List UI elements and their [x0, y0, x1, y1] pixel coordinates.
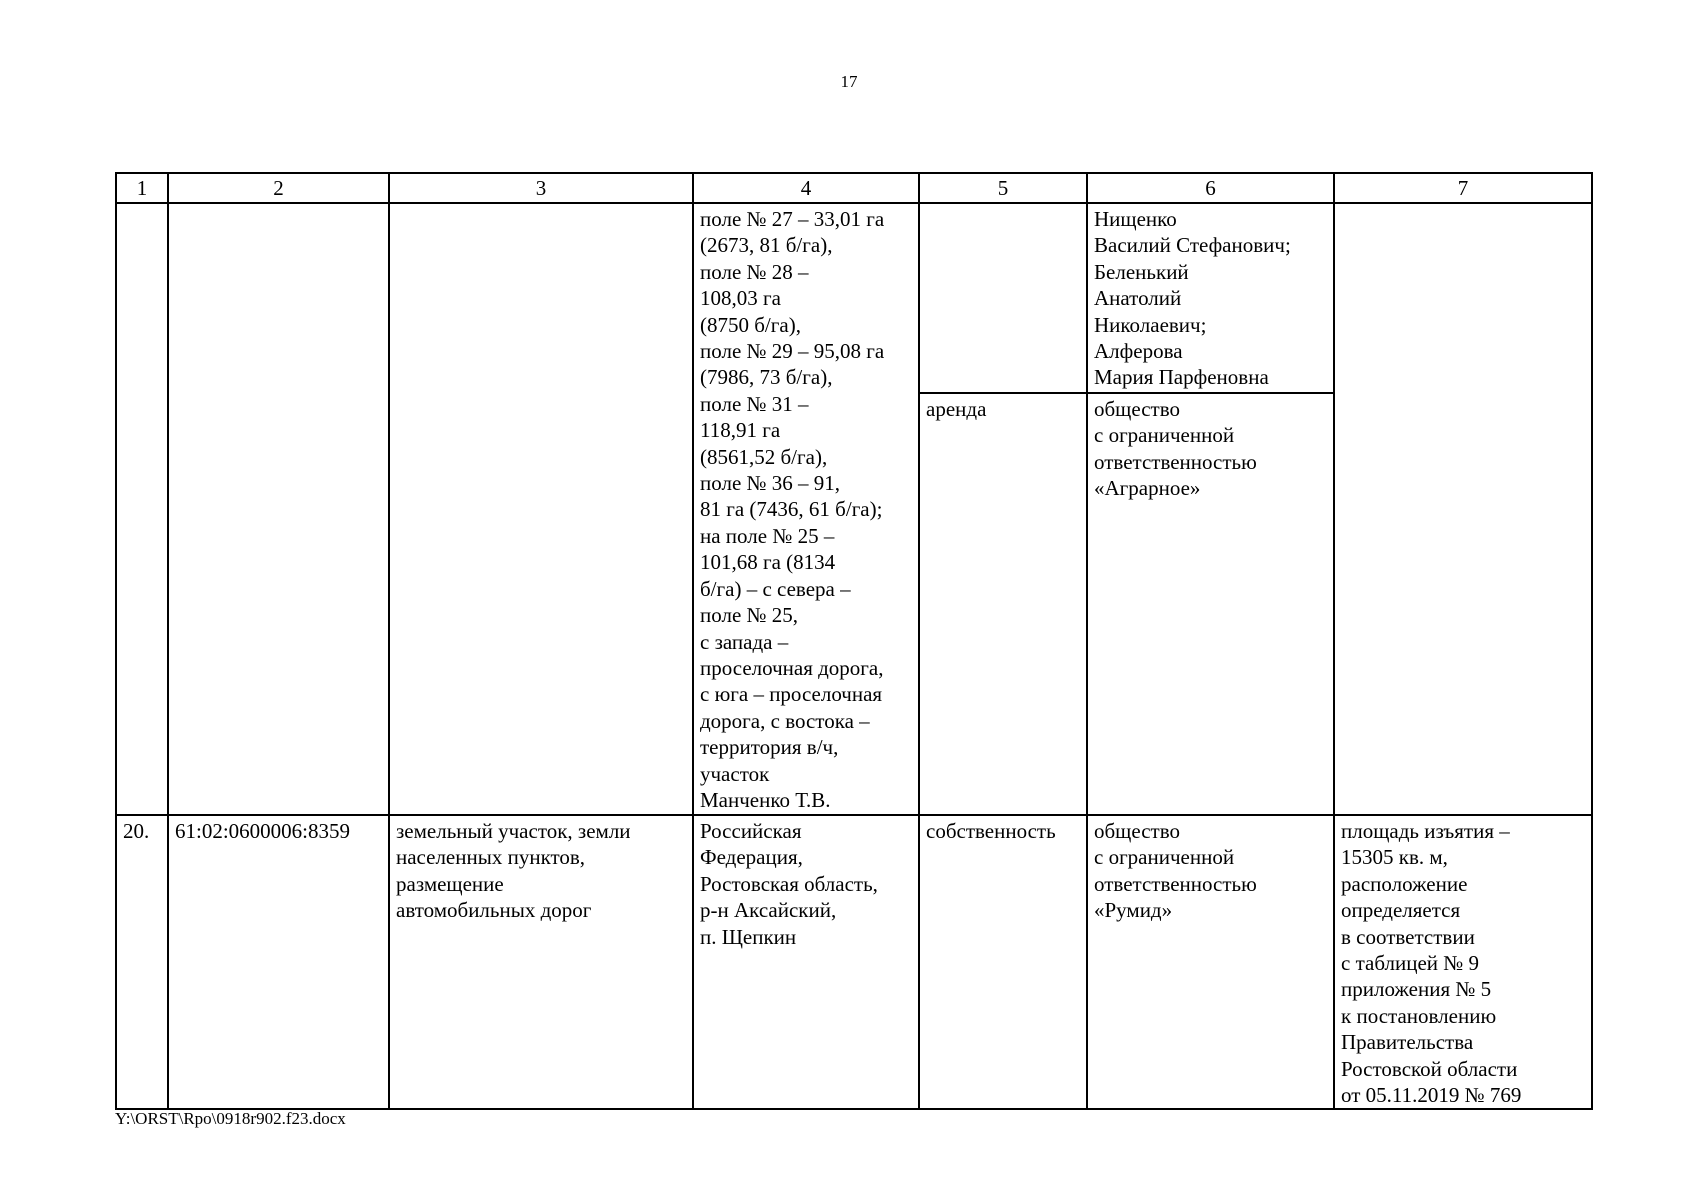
header-cell: 7 [1334, 173, 1592, 203]
cell-owners: Нищенко Василий Стефанович; Беленький Анатолий Николаевич; Алферова Мария Парфеновна [1087, 203, 1334, 393]
cell-num-empty [116, 203, 168, 815]
cell-location: Российская Федерация, Ростовская область, р-н Аксайский, п. Щепкин [693, 815, 919, 1109]
cell-description-empty [389, 203, 693, 815]
table-header-row [116, 173, 1592, 203]
table-row [116, 203, 1592, 393]
cell-location: поле № 27 – 33,01 га (2673, 81 б/га), поле № 28 – 108,03 га (8750 б/га), поле № 29 – 95,08 га (7986, 73 б/га), поле № 31 – 118,91 га (8561,52 б/га), поле № 36 – 91, 81 га (7436, 61 б/га); на поле № 25 – 101,68 га (8134 б/га) – с севера – поле № 25, с запада – проселочная дорога, с юга – проселочная дорога, с востока – территория в/ч, участок Манченко Т.В. [693, 203, 919, 815]
cell-right: аренда [919, 393, 1087, 815]
cell-description: земельный участок, земли населенных пунктов, размещение автомобильных дорог [389, 815, 693, 1109]
header-cell: 6 [1087, 173, 1334, 203]
header-cell: 5 [919, 173, 1087, 203]
header-cell: 4 [693, 173, 919, 203]
land-table [115, 172, 1593, 1110]
cell-holder: общество с ограниченной ответственностью «Аграрное» [1087, 393, 1334, 815]
header-cell: 3 [389, 173, 693, 203]
cell-cadastral: 61:02:0600006:8359 [168, 815, 389, 1109]
cell-num: 20. [116, 815, 168, 1109]
cell-note-empty [1334, 203, 1592, 815]
cell-right-empty [919, 203, 1087, 393]
cell-right: собственность [919, 815, 1087, 1109]
cell-note: площадь изъятия – 15305 кв. м, расположение определяется в соответствии с таблицей № 9 приложения № 5 к постановлению Правительства Ростовской области от 05.11.2019 № 769 [1334, 815, 1592, 1109]
cell-cadastral-empty [168, 203, 389, 815]
cell-holder: общество с ограниченной ответственностью «Румид» [1087, 815, 1334, 1109]
header-cell: 2 [168, 173, 389, 203]
page-number: 17 [840, 72, 858, 91]
header-cell: 1 [116, 173, 168, 203]
table-row [116, 815, 1592, 1109]
footer-file-path: Y:\ORST\Rpo\0918r902.f23.docx [115, 1109, 346, 1128]
